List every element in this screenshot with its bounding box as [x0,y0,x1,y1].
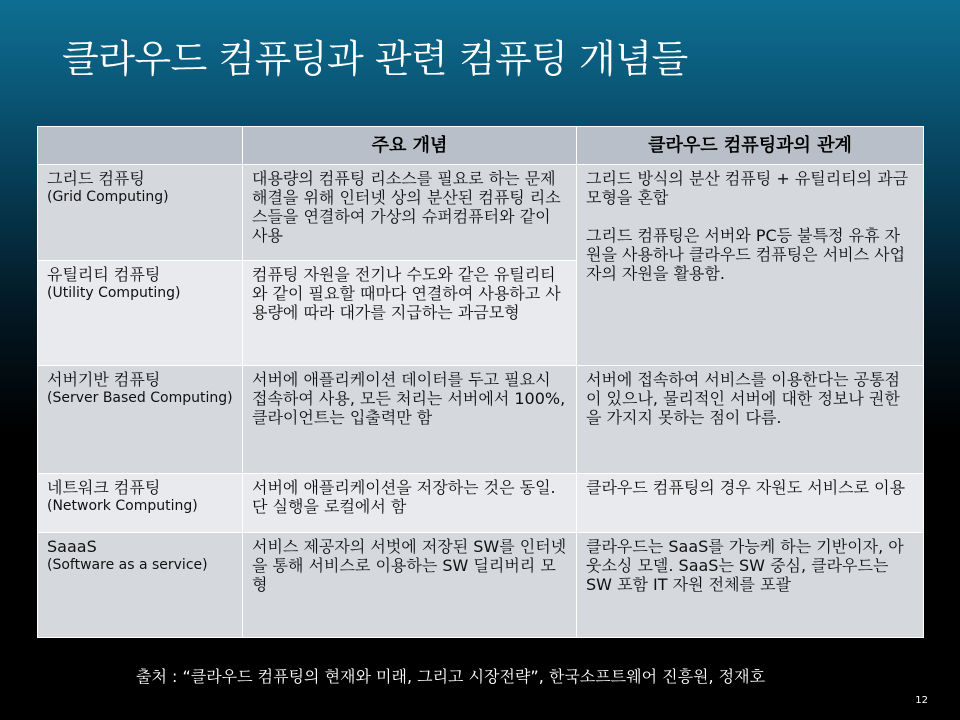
relation-part-2: 그리드 컴퓨팅은 서버와 PC등 불특정 유휴 자원을 사용하나 클라우드 컴퓨팅은 서비스 사업자의 자원을 활용함. [586,226,906,283]
row-concept: 서비스 제공자의 서벗에 저장된 SW를 인터넷을 통해 서비스로 이용하는 SW 딜리버리 모형 [243,533,577,638]
row-english-name: (Server Based Computing) [47,390,233,406]
table-row [38,533,924,638]
row-english-name: (Network Computing) [47,498,198,514]
page-number: 12 [915,695,928,706]
row-relation-merged [577,165,924,366]
row-name-cell [38,474,243,533]
row-concept: 서버에 애플리케이션을 저장하는 것은 동일.단 실행을 로컬에서 함 [243,474,577,533]
row-name: SaaaS [47,537,97,556]
row-relation: 클라우드 컴퓨팅의 경우 자원도 서비스로 이용 [577,474,924,533]
row-concept: 대용량의 컴퓨팅 리소스를 필요로 하는 문제해결을 위해 인터넷 상의 분산된 컴퓨팅 리소스들을 연결하여 가상의 슈퍼컴퓨터와 같이 사용 [243,165,577,261]
row-name-cell [38,533,243,638]
row-english-name: (Software as a service) [47,557,208,573]
row-english-name: (Grid Computing) [47,189,169,205]
row-name: 그리드 컴퓨팅 [47,169,145,188]
slide-title: 클라우드 컴퓨팅과 관련 컴퓨팅 개념들 [62,37,688,81]
row-name: 네트워크 컴퓨팅 [47,478,161,497]
concepts-table [37,126,924,638]
row-concept: 컴퓨팅 자원을 전기나 수도와 같은 유틸리티와 같이 필요할 때마다 연결하여 사용하고 사용량에 따라 대가를 지급하는 과금모형 [243,261,577,366]
row-concept: 서버에 애플리케이션 데이터를 두고 필요시 접속하여 사용, 모든 처리는 서버에서 100%, 클라이언트는 입출력만 함 [243,366,577,474]
row-english-name: (Utility Computing) [47,285,181,301]
table-row [38,474,924,533]
row-relation: 서버에 접속하여 서비스를 이용한다는 공통점이 있으나, 물리적인 서버에 대한 정보나 권한을 가지지 못하는 점이 다름. [577,366,924,474]
header-empty-cell [38,127,243,165]
source-citation: 출처 : “클라우드 컴퓨팅의 현재와 미래, 그리고 시장전략”, 한국소프트웨어 진흥원, 정재호 [136,667,766,686]
row-name: 서버기반 컴퓨팅 [47,370,161,389]
row-relation: 클라우드는 SaaS를 가능케 하는 기반이자, 아웃소싱 모델. SaaS는 SW 중심, 클라우드는 SW 포함 IT 자원 전체를 포괄 [577,533,924,638]
row-name-cell [38,165,243,261]
table-row [38,366,924,474]
table-row [38,165,924,261]
row-name: 유틸리티 컴퓨팅 [47,265,161,284]
header-cloud-relation: 클라우드 컴퓨팅과의 관계 [577,127,924,165]
header-main-concept: 주요 개념 [243,127,577,165]
row-name-cell [38,261,243,366]
row-name-cell [38,366,243,474]
table-header-row [38,127,924,165]
relation-part-1: 그리드 방식의 분산 컴퓨팅 + 유틸리티의 과금모형을 혼합 [586,169,909,207]
